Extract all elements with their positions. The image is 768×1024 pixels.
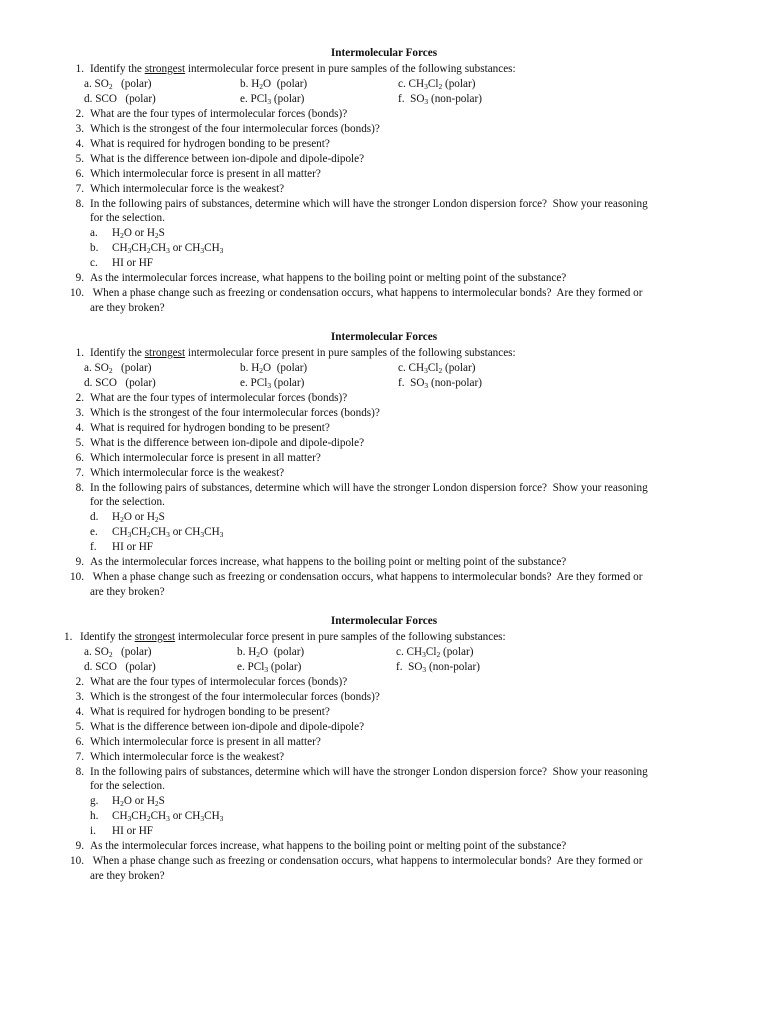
question-text: Which intermolecular force is present in all matter? — [90, 168, 321, 180]
question-text: Which is the strongest of the four intermolecular forces (bonds)? — [90, 407, 380, 419]
question-number: 7. — [75, 467, 84, 479]
question-number: 2. — [75, 108, 84, 120]
question-number: 1. — [75, 347, 84, 359]
question-text: Which intermolecular force is the weakest? — [90, 751, 285, 763]
pair-label: c. — [90, 257, 98, 269]
question-8-text: In the following pairs of substances, determine which will have the stronger London dispersion force? Show your reasoning — [90, 766, 648, 778]
worksheet-title: Intermolecular Forces — [330, 331, 438, 343]
pair-text: HI or HF — [112, 257, 154, 269]
question-text: What is required for hydrogen bonding to be present? — [90, 138, 330, 150]
pair-text: $H_2O$ or $H_2S$ — [112, 511, 165, 524]
substance-c: c. $CH_3Cl_2$ (polar) — [398, 78, 476, 91]
question-number: 3. — [75, 123, 84, 135]
substance-f: f. $SO_3$ (non-polar) — [398, 377, 482, 390]
question-9-text: As the intermolecular forces increase, what happens to the boiling point or melting point of the substance? — [90, 556, 567, 568]
underlined-word: strongest — [134, 631, 176, 643]
question-number: 9. — [75, 840, 84, 852]
question-text: Which intermolecular force is the weakest? — [90, 183, 285, 195]
question-1-text: Identify the strongest intermolecular force present in pure samples of the following substances: — [90, 347, 516, 359]
question-8-text: In the following pairs of substances, determine which will have the stronger London dispersion force? Show your reasoning — [90, 198, 648, 210]
pair-text: $CH_3CH_2CH_3$ or $CH_3CH_3$ — [112, 810, 224, 823]
question-1-text: Identify the strongest intermolecular force present in pure samples of the following substances: — [90, 63, 516, 75]
question-8-text: In the following pairs of substances, determine which will have the stronger London dispersion force? Show your reasoning — [90, 482, 648, 494]
question-number: 10. — [70, 287, 84, 299]
question-1-text: Identify the strongest intermolecular force present in pure samples of the following substances: — [80, 631, 506, 643]
substance-e: e. PCl$_3$ (polar) — [237, 661, 302, 674]
question-10-text: When a phase change such as freezing or condensation occurs, what happens to intermolecular bonds? Are they formed or — [90, 287, 643, 299]
pair-text: $CH_3CH_2CH_3$ or $CH_3CH_3$ — [112, 526, 224, 539]
pair-text: $H_2O$ or $H_2S$ — [112, 227, 165, 240]
question-number: 7. — [75, 183, 84, 195]
pair-text: $H_2O$ or $H_2S$ — [112, 795, 165, 808]
question-number: 8. — [75, 198, 84, 210]
question-8-text-cont: for the selection. — [90, 780, 165, 792]
question-number: 10. — [70, 571, 84, 583]
pair-label: e. — [90, 526, 98, 538]
question-number: 9. — [75, 272, 84, 284]
question-text: What are the four types of intermolecular forces (bonds)? — [90, 392, 348, 404]
question-9-text: As the intermolecular forces increase, what happens to the boiling point or melting point of the substance? — [90, 840, 567, 852]
question-9-text: As the intermolecular forces increase, what happens to the boiling point or melting point of the substance? — [90, 272, 567, 284]
question-text: What is the difference between ion-dipole and dipole-dipole? — [90, 153, 365, 165]
substance-b: b. $H_2O$ (polar) — [240, 362, 308, 375]
substance-e: e. PCl$_3$ (polar) — [240, 377, 305, 390]
question-number: 10. — [70, 855, 84, 867]
question-number: 6. — [75, 452, 84, 464]
substance-d: d. SCO (polar) — [84, 377, 156, 389]
question-10-text-cont: are they broken? — [90, 302, 165, 314]
question-number: 5. — [75, 437, 84, 449]
question-number: 1. — [64, 631, 73, 643]
question-number: 1. — [75, 63, 84, 75]
substance-a: a. $SO_2$ (polar) — [84, 646, 152, 659]
question-number: 4. — [75, 706, 84, 718]
question-number: 6. — [75, 168, 84, 180]
question-text: What is required for hydrogen bonding to be present? — [90, 422, 330, 434]
substance-b: b. $H_2O$ (polar) — [240, 78, 308, 91]
substance-d: d. SCO (polar) — [84, 93, 156, 105]
substance-c: c. $CH_3Cl_2$ (polar) — [398, 362, 476, 375]
question-number: 3. — [75, 691, 84, 703]
question-text: Which intermolecular force is present in all matter? — [90, 452, 321, 464]
substance-a: a. $SO_2$ (polar) — [84, 362, 152, 375]
question-text: Which is the strongest of the four intermolecular forces (bonds)? — [90, 691, 380, 703]
pair-label: h. — [90, 810, 99, 822]
question-number: 5. — [75, 721, 84, 733]
pair-text: $CH_3CH_2CH_3$ or $CH_3CH_3$ — [112, 242, 224, 255]
question-number: 2. — [75, 676, 84, 688]
underlined-word: strongest — [144, 347, 186, 359]
question-number: 8. — [75, 766, 84, 778]
question-10-text-cont: are they broken? — [90, 870, 165, 882]
question-10-text: When a phase change such as freezing or condensation occurs, what happens to intermolecular bonds? Are they formed or — [90, 855, 643, 867]
question-number: 5. — [75, 153, 84, 165]
pair-text: HI or HF — [112, 541, 154, 553]
pair-label: f. — [90, 541, 97, 553]
question-text: Which is the strongest of the four intermolecular forces (bonds)? — [90, 123, 380, 135]
question-number: 4. — [75, 138, 84, 150]
pair-label: g. — [90, 795, 99, 807]
question-number: 8. — [75, 482, 84, 494]
question-text: What is the difference between ion-dipole and dipole-dipole? — [90, 437, 365, 449]
underlined-word: strongest — [144, 63, 186, 75]
substance-a: a. $SO_2$ (polar) — [84, 78, 152, 91]
pair-label: b. — [90, 242, 99, 254]
question-8-text-cont: for the selection. — [90, 212, 165, 224]
question-10-text-cont: are they broken? — [90, 586, 165, 598]
question-number: 6. — [75, 736, 84, 748]
question-text: What are the four types of intermolecular forces (bonds)? — [90, 108, 348, 120]
question-text: What is required for hydrogen bonding to be present? — [90, 706, 330, 718]
substance-b: b. $H_2O$ (polar) — [237, 646, 305, 659]
substance-d: d. SCO (polar) — [84, 661, 156, 673]
worksheet-title: Intermolecular Forces — [330, 615, 438, 627]
substance-c: c. $CH_3Cl_2$ (polar) — [396, 646, 474, 659]
question-text: Which intermolecular force is the weakest? — [90, 467, 285, 479]
pair-label: a. — [90, 227, 98, 239]
worksheet-title: Intermolecular Forces — [330, 47, 438, 59]
question-10-text: When a phase change such as freezing or condensation occurs, what happens to intermolecular bonds? Are they formed or — [90, 571, 643, 583]
pair-label: i. — [90, 825, 96, 837]
question-text: What is the difference between ion-dipole and dipole-dipole? — [90, 721, 365, 733]
question-text: Which intermolecular force is present in all matter? — [90, 736, 321, 748]
pair-label: d. — [90, 511, 99, 523]
substance-f: f. $SO_3$ (non-polar) — [398, 93, 482, 106]
question-number: 4. — [75, 422, 84, 434]
pair-text: HI or HF — [112, 825, 154, 837]
question-8-text-cont: for the selection. — [90, 496, 165, 508]
question-number: 9. — [75, 556, 84, 568]
question-text: What are the four types of intermolecular forces (bonds)? — [90, 676, 348, 688]
substance-e: e. PCl$_3$ (polar) — [240, 93, 305, 106]
question-number: 7. — [75, 751, 84, 763]
question-number: 2. — [75, 392, 84, 404]
substance-f: f. $SO_3$ (non-polar) — [396, 661, 480, 674]
question-number: 3. — [75, 407, 84, 419]
